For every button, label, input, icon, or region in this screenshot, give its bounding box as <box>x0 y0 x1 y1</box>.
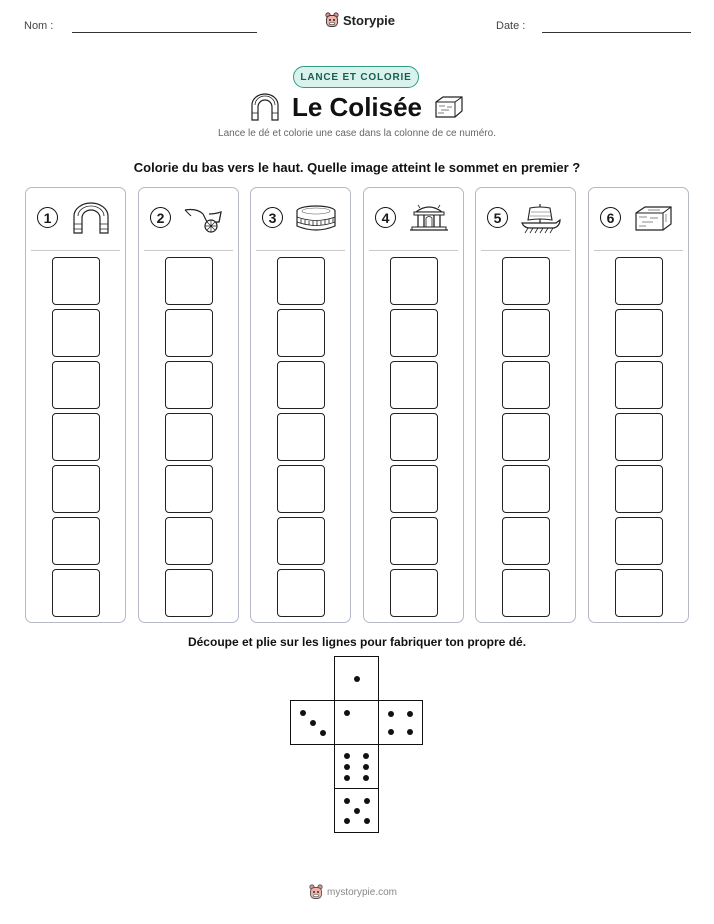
color-box[interactable] <box>390 309 438 357</box>
column-6 <box>588 187 689 623</box>
die-pip <box>300 710 306 716</box>
color-box[interactable] <box>165 257 213 305</box>
die-pip <box>363 764 369 770</box>
die-face-6 <box>334 744 379 789</box>
color-box[interactable] <box>277 361 325 409</box>
die-pip <box>388 711 394 717</box>
column-divider <box>144 250 233 251</box>
color-box[interactable] <box>52 257 100 305</box>
die-face-1 <box>334 656 379 701</box>
color-box[interactable] <box>502 517 550 565</box>
column-number: 1 <box>37 207 58 228</box>
die-pip <box>344 710 350 716</box>
color-box[interactable] <box>52 309 100 357</box>
color-box[interactable] <box>502 569 550 617</box>
name-line[interactable] <box>72 32 257 33</box>
color-box[interactable] <box>165 413 213 461</box>
color-box[interactable] <box>277 569 325 617</box>
die-pip <box>388 729 394 735</box>
column-number: 6 <box>600 207 621 228</box>
die-pip <box>344 818 350 824</box>
color-box[interactable] <box>390 257 438 305</box>
column-number: 2 <box>150 207 171 228</box>
column-number: 3 <box>262 207 283 228</box>
die-pip <box>363 753 369 759</box>
color-box[interactable] <box>277 413 325 461</box>
die-pip <box>407 729 413 735</box>
column-1 <box>25 187 126 623</box>
instruction: Colorie du bas vers le haut. Quelle image atteint le sommet en premier ? <box>133 160 581 175</box>
storypie-mascot-icon <box>325 12 339 28</box>
galley-ship-icon <box>520 202 562 234</box>
date-line[interactable] <box>542 32 691 33</box>
column-divider <box>31 250 120 251</box>
color-box[interactable] <box>390 569 438 617</box>
color-box[interactable] <box>502 465 550 513</box>
footer-url[interactable]: mystorypie.com <box>327 886 398 898</box>
die-pip <box>407 711 413 717</box>
color-box[interactable] <box>52 465 100 513</box>
die-face-5 <box>334 788 379 833</box>
chariot-icon <box>183 202 225 234</box>
column-divider <box>369 250 458 251</box>
color-box[interactable] <box>615 413 663 461</box>
page-title: Le Colisée <box>291 92 423 122</box>
stone-block-icon <box>633 202 675 234</box>
column-number: 4 <box>375 207 396 228</box>
color-box[interactable] <box>502 257 550 305</box>
color-box[interactable] <box>165 361 213 409</box>
brand-name: Storypie <box>343 12 396 28</box>
storypie-mascot-icon <box>309 884 323 900</box>
die-instruction: Découpe et plie sur les lignes pour fabriquer ton propre dé. <box>187 635 527 649</box>
die-pip <box>320 730 326 736</box>
column-number: 5 <box>487 207 508 228</box>
die-pip <box>344 753 350 759</box>
color-box[interactable] <box>615 517 663 565</box>
color-box[interactable] <box>615 257 663 305</box>
temple-icon <box>408 202 450 234</box>
column-2 <box>138 187 239 623</box>
color-box[interactable] <box>615 569 663 617</box>
color-box[interactable] <box>165 517 213 565</box>
color-box[interactable] <box>52 413 100 461</box>
color-box[interactable] <box>52 569 100 617</box>
color-box[interactable] <box>165 465 213 513</box>
die-face-1 <box>334 700 379 745</box>
column-3 <box>250 187 351 623</box>
colosseum-icon <box>295 202 337 234</box>
color-box[interactable] <box>390 413 438 461</box>
color-box[interactable] <box>165 569 213 617</box>
brand-logo <box>325 12 395 28</box>
die-pip <box>363 775 369 781</box>
color-box[interactable] <box>277 309 325 357</box>
color-box[interactable] <box>502 309 550 357</box>
die-face-3 <box>290 700 335 745</box>
die-face-4 <box>378 700 423 745</box>
column-5 <box>475 187 576 623</box>
die-pip <box>344 798 350 804</box>
color-box[interactable] <box>615 361 663 409</box>
arch-icon <box>70 202 112 234</box>
color-box[interactable] <box>277 465 325 513</box>
die-pip <box>310 720 316 726</box>
color-box[interactable] <box>277 257 325 305</box>
color-box[interactable] <box>390 361 438 409</box>
color-box[interactable] <box>502 361 550 409</box>
color-box[interactable] <box>615 309 663 357</box>
activity-badge: LANCE ET COLORIE <box>293 66 419 88</box>
die-pip <box>344 775 350 781</box>
color-box[interactable] <box>390 465 438 513</box>
color-box[interactable] <box>390 517 438 565</box>
column-divider <box>594 250 683 251</box>
color-box[interactable] <box>615 465 663 513</box>
color-box[interactable] <box>165 309 213 357</box>
footer <box>309 884 397 900</box>
subtitle: Lance le dé et colorie une case dans la colonne de ce numéro. <box>218 128 496 139</box>
die-pip <box>364 798 370 804</box>
die-pip <box>344 764 350 770</box>
stone-block-icon <box>433 95 465 119</box>
column-divider <box>256 250 345 251</box>
die-pip <box>354 808 360 814</box>
color-box[interactable] <box>502 413 550 461</box>
die-pip <box>354 676 360 682</box>
column-divider <box>481 250 570 251</box>
column-4 <box>363 187 464 623</box>
color-box[interactable] <box>52 517 100 565</box>
date-label: Date : <box>496 20 526 32</box>
name-label: Nom : <box>24 20 54 32</box>
color-box[interactable] <box>277 517 325 565</box>
die-pip <box>364 818 370 824</box>
color-box[interactable] <box>52 361 100 409</box>
